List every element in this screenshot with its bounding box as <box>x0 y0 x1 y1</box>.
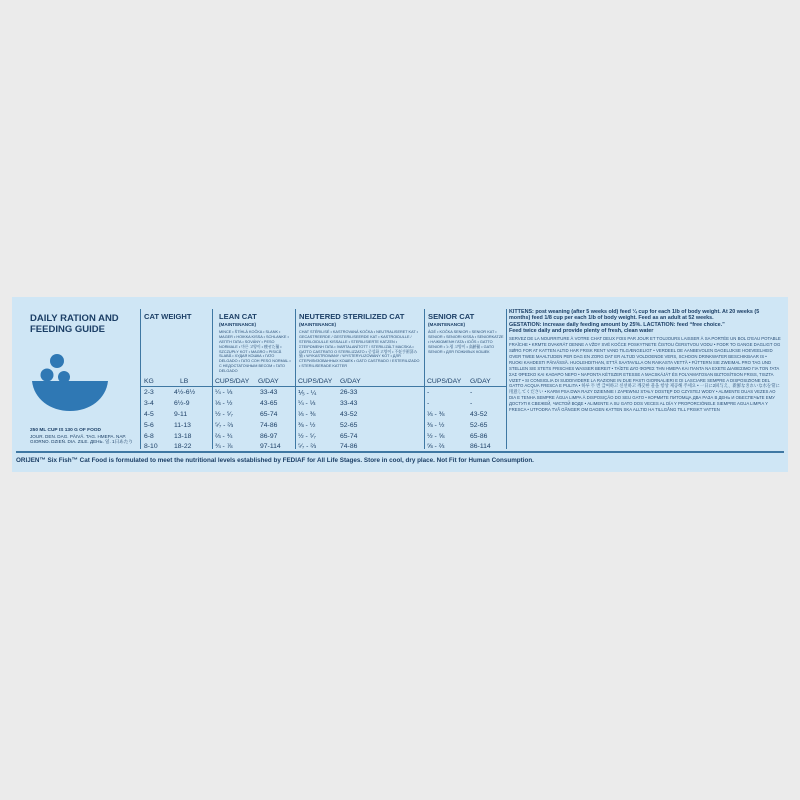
kg-column-label: KG <box>144 378 154 385</box>
lean-grams-label: G/DAY <box>258 378 279 385</box>
table-row <box>12 443 506 453</box>
neutered-cups-label: CUPS/DAY <box>298 378 333 385</box>
senior-grams-cell: 43-52 <box>470 411 488 418</box>
neutered-grams-cell: 43-52 <box>340 411 358 418</box>
cup-note-languages: JOUR. DEN. DAG. PÄIVÄ. TAG. ΗΜΕΡΑ. NAP. GIORNO. DZIEŃ. DIA. ZILE. ДЕНЬ. 일. 1日あたり <box>30 433 133 445</box>
lb-cell: 6½-9 <box>174 400 190 407</box>
neutered-grams-cell: 26-33 <box>340 389 358 396</box>
senior-cat-header <box>428 313 504 354</box>
formulation-statement: ORIJEN™ Six Fish™ Cat Food is formulated to meet the nutritional levels established by FEDIAF for All Life Stages. Store in cool, dry place. Not Fit for Human Consumption. <box>16 457 534 464</box>
water-note: Feed twice daily and provide plenty of fresh, clean water <box>509 327 654 334</box>
column-divider <box>506 309 507 449</box>
neutered-cups-cell: ⅜ - ½ <box>298 422 316 429</box>
lean-cups-cell: ½ - ⁵⁄₇ <box>215 411 233 418</box>
lean-cups-label: CUPS/DAY <box>215 378 250 385</box>
lean-cups-cell: ⅓ - ½ <box>215 400 233 407</box>
neutered-cups-cell: ⁵⁄₇ - ⅔ <box>298 443 316 450</box>
senior-grams-cell: - <box>470 389 473 396</box>
lb-cell: 18-22 <box>174 443 192 450</box>
neutered-grams-cell: 52-65 <box>340 422 358 429</box>
lb-cell: 11-13 <box>174 422 191 429</box>
kg-cell: 6-8 <box>144 433 154 440</box>
lb-cell: 4½-6½ <box>174 389 196 396</box>
neutered-cups-cell: ¼ - ⅓ <box>298 400 316 407</box>
senior-grams-label: G/DAY <box>470 378 491 385</box>
senior-cat-title: SENIOR CAT <box>428 312 475 321</box>
senior-cups-cell: - <box>427 389 430 396</box>
lean-grams-cell: 97-114 <box>260 443 281 450</box>
lb-cell: 13-18 <box>174 433 192 440</box>
senior-cups-label: CUPS/DAY <box>427 378 462 385</box>
kg-cell: 2-3 <box>144 389 154 396</box>
lean-cups-cell: ¼ - ⅓ <box>215 389 233 396</box>
lean-cat-title: LEAN CAT <box>219 312 257 321</box>
neutered-cat-subtitle: (MAINTENANCE) <box>299 322 337 328</box>
senior-grams-cell: 86-114 <box>470 443 491 450</box>
table-row <box>12 400 506 410</box>
page-title: DAILY RATION AND FEEDING GUIDE <box>30 313 119 335</box>
senior-grams-cell: 65-86 <box>470 433 488 440</box>
senior-cat-subtitle: (MAINTENANCE) <box>428 322 466 328</box>
neutered-cups-cell: ⅓ - ⅜ <box>298 411 316 418</box>
senior-cups-cell: ½ - ⅝ <box>427 433 445 440</box>
neutered-grams-cell: 65-74 <box>340 433 358 440</box>
senior-cups-cell: ⅓ - ⅜ <box>427 411 445 418</box>
senior-cups-cell: ⅝ - ⅔ <box>427 443 445 450</box>
lean-cups-cell: ⅔ - ¾ <box>215 433 233 440</box>
senior-cups-cell: - <box>427 400 430 407</box>
kg-cell: 5-6 <box>144 422 154 429</box>
neutered-cups-cell: ½ - ⁵⁄₇ <box>298 433 316 440</box>
lean-grams-cell: 86-97 <box>260 433 278 440</box>
neutered-cat-translations: CHAT STÉRILISÉ • KASTROVANÁ KOČKA • NEUTRALISERET KAT • GECASTREERDE / GESTERILISEERDE KAT • KASTROIDULLE / STERILOIDULLE KISSALLE • STERILISIERTE KATZEN • ΣΤΕΙΡΩΜΕΝΗ ΓΑΤΑ • IVARTALANÍTOTT / STERILIZÁLT MACSKA • GATTO CASTRATO O STERILIZZATO • 중성화 고양이 • 不妊手術済み猫 • WYKASTROWANY / WYSTERYLIZOWANY KOT • ДЛЯ СТЕРИЛИЗОВАННЫХ КОШЕК • GATO CASTRADO / ESTERILIZADO • STERILISERADE KATTER <box>299 330 420 368</box>
lean-cups-cell: ¾ - ⅞ <box>215 443 233 450</box>
lean-cups-cell: ⁵⁄₇ - ⅔ <box>215 422 233 429</box>
senior-grams-cell: - <box>470 400 473 407</box>
lean-cat-header <box>219 313 293 374</box>
lean-grams-cell: 43-65 <box>260 400 278 407</box>
multilingual-feeding-note: SERVEZ DE LA NOURRITURE À VOTRE CHAT DEUX FOIS PAR JOUR ET TOUJOURS LAISSER À SA PORTÉE UN BOL D’EAU POTABLE FRAÎCHE • KRMTE DVAKRÁT DENNE A VŽDY SVÉ KOČCE POSKYTNETE ČISTOU ČERSTVOU VODU • FODR TO GANGE DAGLIGT OG SØRG FOR AT KATTEN ALTID HAR FRISK RENT VAND TILGÆNGELIGT • VERDEEL DE AANBEVOLEN DAGELIJKSE HOEVEELHEID OVER TWEE MAALTIJDEN PER DAG EN ZORG DAT ER ALTIJD VOLDOENDE VERS, SCHOON DRINKWATER BESCHIKBAAR IS • RUOKI KAHDESTI PÄIVÄSSÄ. HUOLEHDITHAN, ETTÄ SAATAVILLA ON RAIKASTA VETTÄ • FÜTTERN SIE ZWEIMAL PRO TAG UND STELLEN SIE STETS FRISCHES WASSER BEREIT • ΤΑΪΣΤΕ ΔΥΟ ΦΟΡΕΣ ΤΗΝ ΗΜΕΡΑ ΚΑΙ ΠΑΝΤΑ ΝΑ ΕΧΕΤΕ ΔΙΑΘΕΣΙΜΟ ΓΙΑ ΤΟΝ ΓΑΤΑ ΣΑΣ ΦΡΕΣΚΟ ΚΑΙ ΚΑΘΑΡΟ ΝΕΡΟ • NAPONTA KÉTSZER ETESSE A MACSKÁJÁT ÉS FOLYAMATOSAN BIZTOSÍTSON FRISS, TISZTA VIZET • SI CONSIGLIA DI SUDDIVIDERE LA RAZIONE IN DUE PASTI GIORNALIERI E DI LASCIARE SEMPRE A DISPOSIZIONE DEL GATTO ACQUA FRESCA E PULITA • 하루 두 번 급여하고 신선하고 깨끗한 물을 항상 제공해 주세요 • 一日に2回与え、新鮮なきれいな水を常に用意してください • KARM PSA DWA RAZY DZIENNIE I ZAPEWNIJ STAŁY DOSTĘP DO CZYSTEJ WODY • ALIMENTE DUAS VEZES AO DIA E TENHA SEMPRE ÁGUA LIMPA À DISPOSIÇÃO DO SEU GATO • КОРМИТЕ ПИТОМЦА ДВА РАЗА В ДЕНЬ И ОБЕСПЕЧЬТЕ ЕМУ ДОСТУП К СВЕЖЕЙ, ЧИСТОЙ ВОДЕ • ALIMENTE A SU GATO DOS VECES AL DÍA Y PROPORCIÓNELE SIEMPRE AGUA LIMPIA Y FRESCA • UTFODRA TVÅ GÅNGER OM DAGEN KATTEN SKA ALLTID HA TILLGÅNG TILL FRISKT VATTEN <box>509 336 781 413</box>
neutered-grams-cell: 74-86 <box>340 443 358 450</box>
neutered-grams-cell: 33-43 <box>340 400 358 407</box>
neutered-grams-label: G/DAY <box>340 378 361 385</box>
table-row <box>12 422 506 432</box>
feeding-notes <box>509 309 781 413</box>
neutered-cat-title: NEUTERED STERILIZED CAT <box>299 312 405 321</box>
table-row <box>12 411 506 421</box>
header-rule <box>141 386 506 387</box>
kg-cell: 8-10 <box>144 443 158 450</box>
lean-grams-cell: 65-74 <box>260 411 278 418</box>
senior-cups-cell: ⅜ - ½ <box>427 422 445 429</box>
neutered-cups-cell: ⅕ - ¼ <box>298 390 317 397</box>
lean-grams-cell: 74-86 <box>260 422 278 429</box>
cat-weight-header: CAT WEIGHT <box>144 312 192 321</box>
senior-grams-cell: 52-65 <box>470 422 488 429</box>
table-row <box>12 389 506 399</box>
kittens-note: KITTENS: post weaning (after 5 weeks old) feed ¼ cup for each 1lb of body weight. At 20 weeks (5 months) feed 1/8 cup per each 1lb of body weight. Feed as an adult at 52 weeks. <box>509 309 760 322</box>
neutered-cat-header <box>299 313 421 369</box>
kg-cell: 4-5 <box>144 411 154 418</box>
senior-cat-translations: ÂGÉ • KOČKA SENIOR • SENIOR KAT • SENIOR • SENIORI KISSA • SENIORKATZE • ΗΛΙΚΙΩΜΕΝΗ ΓΑΤΑ • IDŐS • GATTO SENIOR • 노령 고양이 • 高齢猫 • GATO SENIOR • ДЛЯ ПОЖИЛЫХ КОШЕК <box>428 330 504 354</box>
lean-cat-translations: MINCE • ŠTÍHLÁ KOČKA • SLANK • MAGER • HOIKKA KISSA • SCHLANKE • ΛΕΠΤΗ ΓΑΤΑ • SOVÁNY • PESO NORMALE • 마른 고양이 • 痩せた猫 • SZCZUPŁY KOT • MAGRO • PISICĂ SLABĂ • ХУДАЯ КОШКА • ГАТО DELGADO • ГАТО СОН PESO NORMAL • С НЕДОСТАТОЧНЫМ ВЕСОМ • ГАТО DELGADO <box>219 330 291 373</box>
lb-cell: 9-11 <box>174 411 188 418</box>
lb-column-label: LB <box>180 378 189 385</box>
kg-cell: 3-4 <box>144 400 154 407</box>
table-row <box>12 433 506 443</box>
lean-cat-subtitle: (MAINTENANCE) <box>219 322 257 328</box>
gestation-note: GESTATION: increase daily feeding amount by 25%. LACTATION: feed “free choice.” <box>509 321 725 328</box>
feeding-guide-panel <box>12 297 788 472</box>
lean-grams-cell: 33-43 <box>260 389 278 396</box>
cup-note-text: 250 ML CUP IS 130 G OF FOOD <box>30 428 101 433</box>
